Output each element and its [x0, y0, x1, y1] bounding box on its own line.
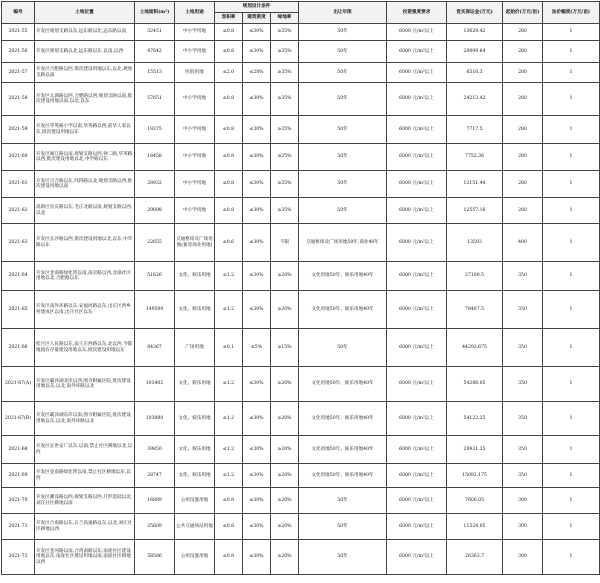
row-density: ≤30%	[243, 41, 271, 63]
table-body	[2, 24, 600, 575]
row-term: 文化用地50年、娱乐用地40年	[299, 367, 387, 402]
row-num: 2021-69	[2, 464, 35, 488]
table-row	[2, 488, 600, 514]
row-increment: 1	[543, 291, 600, 329]
row-use: 交通枢纽及广场用地(兼容商业用地)	[175, 224, 215, 262]
row-density: ≤30%	[243, 402, 271, 436]
row-density: ≤30%	[243, 24, 271, 41]
row-term: 文化用地50年、娱乐用地40年	[299, 436, 387, 464]
row-num: 2021-72	[2, 540, 35, 575]
row-start: 350	[503, 329, 543, 367]
row-start: 300	[503, 540, 543, 575]
row-green: ≥20%	[271, 436, 299, 464]
row-increment: 1	[543, 116, 600, 144]
row-invest: 6000 元/m²以上	[387, 402, 447, 436]
row-num: 2021-71	[2, 514, 35, 540]
table-row	[2, 262, 600, 291]
row-far: ≤1.2	[215, 262, 243, 291]
table-row	[2, 198, 600, 224]
row-start: 280	[503, 63, 543, 83]
row-use: 中小学用地	[175, 83, 215, 116]
header-planning: 规划设计条件	[215, 2, 299, 13]
row-area: 28932	[135, 171, 175, 198]
row-term: 50年	[299, 116, 387, 144]
row-invest: 6000 元/m²以上	[387, 224, 447, 262]
row-location: 高新区宣庆路以东,毛庄北路以南,规划支路以西,以北	[35, 198, 135, 224]
row-location: 开发区长沙路以西,批次建设用地以北,以东,中华路以东	[35, 224, 135, 262]
row-location: 开发区金南路绿化带以南,南京路以西,北部社区用地以北,合肥路以东	[35, 262, 135, 291]
table-row	[2, 291, 600, 329]
row-green: ≥35%	[271, 171, 299, 198]
row-deposit: 6516.3	[447, 63, 503, 83]
table-row	[2, 464, 600, 488]
row-increment: 1	[543, 540, 600, 575]
row-term: 文化用地50年、娱乐用地40年	[299, 402, 387, 436]
row-green: ≥15%	[271, 329, 299, 367]
row-term: 50年	[299, 83, 387, 116]
row-area: 57651	[135, 83, 175, 116]
row-far: ≤0.8	[215, 116, 243, 144]
row-location: 开发区奎河路以南,合湾南路以东,南庞社区建设用地以东,南庞社区建设用地以南,南庞社区耕地以西	[35, 540, 135, 575]
row-increment: 1	[543, 402, 600, 436]
row-green: ≥20%	[271, 262, 299, 291]
row-far: ≤0.8	[215, 514, 243, 540]
row-term: 文化用地50年、娱乐用地40年	[299, 291, 387, 329]
row-green: ≥35%	[271, 41, 299, 63]
row-use: 文化、娱乐用地	[175, 291, 215, 329]
row-invest: 6000 元/m²以上	[387, 488, 447, 514]
row-use: 中小学用地	[175, 198, 215, 224]
row-density: ≤30%	[243, 198, 271, 224]
row-start: 350	[503, 262, 543, 291]
row-far: ≤0.1	[215, 329, 243, 367]
row-num: 2021-58	[2, 83, 35, 116]
table-row	[2, 116, 600, 144]
row-term: 50年	[299, 329, 387, 367]
table-row	[2, 514, 600, 540]
row-use: 文化、娱乐用地	[175, 402, 215, 436]
row-invest: 6000 元/m²以上	[387, 171, 447, 198]
row-deposit: 11524.05	[447, 514, 503, 540]
row-term: 50年	[299, 198, 387, 224]
row-green: ≥20%	[271, 291, 299, 329]
row-deposit: 7600.05	[447, 488, 503, 514]
table-row	[2, 329, 600, 367]
row-far: ≤0.8	[215, 171, 243, 198]
row-deposit: 26363.7	[447, 540, 503, 575]
row-start: 300	[503, 488, 543, 514]
row-invest: 6000 元/m²以上	[387, 367, 447, 402]
row-green: ≥20%	[271, 514, 299, 540]
row-term: 50年	[299, 144, 387, 171]
row-location: 开发区规划支路以东,远东路以北,远东路以南	[35, 24, 135, 41]
row-area: 18375	[135, 116, 175, 144]
row-num: 2021-67(A)	[2, 367, 35, 402]
row-far: ≤0.8	[215, 540, 243, 575]
row-area: 16889	[135, 488, 175, 514]
row-term: 交通枢纽及广场用地50年,商业40年	[299, 224, 387, 262]
row-area: 15513	[135, 63, 175, 83]
row-green: ≥35%	[271, 144, 299, 171]
row-location: 开发区南外环路以东,安福河路以东,出庄区西乡村建成区以南,出庄社区以东	[35, 291, 135, 329]
row-use: 公用设施用地	[175, 540, 215, 575]
row-increment: 1	[543, 198, 600, 224]
header-invest: 投资强度要求	[387, 2, 447, 24]
row-num: 2021-68	[2, 436, 35, 464]
row-increment: 1	[543, 41, 600, 63]
row-deposit: 54122.25	[447, 402, 503, 436]
row-num: 2021-60	[2, 144, 35, 171]
row-increment: 1	[543, 224, 600, 262]
row-area: 149509	[135, 291, 175, 329]
row-area: 39850	[135, 436, 175, 464]
row-invest: 6000 元/m²以上	[387, 436, 447, 464]
row-green: 不限	[271, 224, 299, 262]
row-invest: 6000 元/m²以上	[387, 41, 447, 63]
row-green: ≥20%	[271, 402, 299, 436]
row-far: ≤0.8	[215, 198, 243, 224]
row-invest: 6000 元/m²以上	[387, 514, 447, 540]
row-area: 28747	[135, 464, 175, 488]
row-area: 58586	[135, 540, 175, 575]
row-invest: 6000 元/m²以上	[387, 144, 447, 171]
table-row	[2, 436, 600, 464]
row-density: ≤30%	[243, 224, 271, 262]
row-invest: 6000 元/m²以上	[387, 116, 447, 144]
row-num: 2021-56	[2, 41, 35, 63]
row-term: 50年	[299, 540, 387, 575]
row-start: 300	[503, 514, 543, 540]
row-start: 280	[503, 171, 543, 198]
row-term: 文化用地50年、娱乐用地40年	[299, 262, 387, 291]
header-num: 编号	[2, 2, 35, 24]
row-far: ≤1.2	[215, 402, 243, 436]
row-invest: 6000 元/m²以上	[387, 329, 447, 367]
row-area: 22655	[135, 224, 175, 262]
header-location: 土地位置	[35, 2, 135, 24]
row-start: 280	[503, 83, 543, 116]
row-num: 2021-64	[2, 262, 35, 291]
row-green: ≥20%	[271, 464, 299, 488]
row-density: ≤30%	[243, 144, 271, 171]
row-num: 2021-55	[2, 24, 35, 41]
row-start: 350	[503, 402, 543, 436]
row-far: ≤0.8	[215, 24, 243, 41]
row-green: ≥35%	[271, 198, 299, 224]
row-term: 50年	[299, 488, 387, 514]
row-far: ≤0.8	[215, 41, 243, 63]
row-start: 280	[503, 116, 543, 144]
row-deposit: 12557.16	[447, 198, 503, 224]
row-density: ≤30%	[243, 171, 271, 198]
row-increment: 1	[543, 262, 600, 291]
row-location: 开发区华英路小学以南,华英路以西,前华人家以东,批次建设用地以东	[35, 116, 135, 144]
row-invest: 6000 元/m²以上	[387, 262, 447, 291]
row-increment: 1	[543, 144, 600, 171]
row-invest: 6000 元/m²以上	[387, 83, 447, 116]
row-deposit: 13593	[447, 224, 503, 262]
row-use: 文化、娱乐用地	[175, 367, 215, 402]
row-density: ≤28%	[243, 63, 271, 83]
header-deposit: 竞买保证金(万元)	[447, 2, 503, 24]
row-deposit: 54286.05	[447, 367, 503, 402]
row-num: 2021-62	[2, 198, 35, 224]
row-green: ≥20%	[271, 488, 299, 514]
row-increment: 1	[543, 171, 600, 198]
row-use: 中小学用地	[175, 116, 215, 144]
row-deposit: 24213.42	[447, 83, 503, 116]
row-start: 400	[503, 224, 543, 262]
row-invest: 6000 元/m²以上	[387, 540, 447, 575]
table-row	[2, 540, 600, 575]
row-invest: 6000 元/m²以上	[387, 63, 447, 83]
row-density: ≤30%	[243, 436, 271, 464]
row-area: 29898	[135, 198, 175, 224]
table-row	[2, 144, 600, 171]
row-start: 280	[503, 144, 543, 171]
row-use: 中小学用地	[175, 41, 215, 63]
header-area: 土地面积(m²)	[135, 2, 175, 24]
row-green: ≥20%	[271, 540, 299, 575]
row-deposit: 12151.44	[447, 171, 503, 198]
row-area: 18458	[135, 144, 175, 171]
row-location: 开发区闽江路以南,规划支路以西,钟二路,华英路以西,批次建设用地以北,中学路以东	[35, 144, 135, 171]
row-density: ≤30%	[243, 262, 271, 291]
row-start: 280	[503, 198, 543, 224]
row-area: 103090	[135, 402, 175, 436]
row-num: 2021-57	[2, 63, 35, 83]
row-location: 开发区兴合路以东,纬四路以北,规划支路以西,批次建设用地以南	[35, 171, 135, 198]
row-num: 2021-59	[2, 116, 35, 144]
row-density: ≤5%	[243, 329, 271, 367]
row-term: 50年	[299, 24, 387, 41]
row-area: 51626	[135, 262, 175, 291]
header-density: 建筑密度	[243, 13, 271, 24]
row-use: 中小学用地	[175, 24, 215, 41]
row-far: ≤1.2	[215, 367, 243, 402]
row-num: 2021-65	[2, 291, 35, 329]
row-use: 文化、娱乐用地	[175, 464, 215, 488]
row-use: 中小学用地	[175, 171, 215, 198]
row-green: ≥20%	[271, 367, 299, 402]
row-deposit: 15092.175	[447, 464, 503, 488]
row-density: ≤30%	[243, 291, 271, 329]
row-deposit: 44292.675	[447, 329, 503, 367]
row-increment: 1	[543, 367, 600, 402]
row-density: ≤30%	[243, 116, 271, 144]
row-num: 2021-67(B)	[2, 402, 35, 436]
row-deposit: 78487.5	[447, 291, 503, 329]
row-increment: 1	[543, 83, 600, 116]
row-deposit: 13629.42	[447, 24, 503, 41]
row-location: 桂月区人民路以东,南王庄西路以东,北以西,今都地国有存量建设用地以东,批次建设用地以东	[35, 329, 135, 367]
row-start: 350	[503, 464, 543, 488]
row-far: ≤0.8	[215, 144, 243, 171]
row-density: ≤30%	[243, 514, 271, 540]
row-increment: 1	[543, 63, 600, 83]
row-deposit: 7717.5	[447, 116, 503, 144]
row-density: ≤30%	[243, 464, 271, 488]
row-increment: 1	[543, 329, 600, 367]
row-use: 文化、娱乐用地	[175, 262, 215, 291]
row-location: 开发区太湖路以西,合肥路以西,规划支路以南,批次建设用地以南,以北,以东	[35, 83, 135, 116]
row-increment: 1	[543, 24, 600, 41]
table-row	[2, 402, 600, 436]
table-row	[2, 171, 600, 198]
row-use: 文化、娱乐用地	[175, 436, 215, 464]
row-num: 2021-63	[2, 224, 35, 262]
row-invest: 6000 元/m²以上	[387, 198, 447, 224]
row-term: 50年	[299, 514, 387, 540]
header-use: 土地用途	[175, 2, 215, 24]
row-density: ≤30%	[243, 488, 271, 514]
row-use: 公用设施用地	[175, 488, 215, 514]
row-num: 2021-66	[2, 329, 35, 367]
row-increment: 1	[543, 488, 600, 514]
row-invest: 6000 元/m²以上	[387, 464, 447, 488]
row-location: 开发区长世安厂以东,以南,禁止社区耕地以北,以西	[35, 436, 135, 464]
row-far: ≤0.8	[215, 83, 243, 116]
header-increment: 加价幅度(万元/亩)	[543, 2, 600, 24]
table-row	[2, 24, 600, 41]
row-use: 公共交通场站用地	[175, 514, 215, 540]
row-start: 350	[503, 436, 543, 464]
table-row	[2, 41, 600, 63]
row-area: 84367	[135, 329, 175, 367]
row-location: 开发区霸泽湖东岸以南,围寺附属区院,批次建设用地以东,以北,南外环路以北	[35, 402, 135, 436]
header-green: 绿地率	[271, 13, 299, 24]
table-row	[2, 63, 600, 83]
row-area: 47642	[135, 41, 175, 63]
row-location: 开发区合南路以东,日兰高速路以东,以北,刘庄社区耕地以西	[35, 514, 135, 540]
row-deposit: 20921.25	[447, 436, 503, 464]
row-start: 350	[503, 291, 543, 329]
row-green: ≥35%	[271, 24, 299, 41]
header-far: 容积率	[215, 13, 243, 24]
row-area: 103402	[135, 367, 175, 402]
row-location: 开发区金南路绿化带以南,禁止社区耕地以东,以西	[35, 464, 135, 488]
row-far: ≤1.2	[215, 436, 243, 464]
row-density: ≤30%	[243, 83, 271, 116]
row-far: ≤0.6	[215, 224, 243, 262]
row-invest: 6000 元/m²以上	[387, 24, 447, 41]
row-start: 350	[503, 367, 543, 402]
row-density: ≤30%	[243, 540, 271, 575]
row-start: 280	[503, 24, 543, 41]
row-far: ≤1.2	[215, 291, 243, 329]
row-increment: 1	[543, 514, 600, 540]
row-density: ≤30%	[243, 367, 271, 402]
row-far: ≤0.8	[215, 488, 243, 514]
row-deposit: 20009.64	[447, 41, 503, 63]
row-deposit: 27100.5	[447, 262, 503, 291]
table-row	[2, 367, 600, 402]
table-row	[2, 83, 600, 116]
row-location: 开发区霸泽湖北岸以西,围寺附属区院,批次建设用地以东,以北,南外环路以北	[35, 367, 135, 402]
header-start: 起始价(万元/亩)	[503, 2, 543, 24]
row-area: 32451	[135, 24, 175, 41]
row-use: 医院用地	[175, 63, 215, 83]
row-term: 50年	[299, 41, 387, 63]
row-deposit: 7752.36	[447, 144, 503, 171]
row-num: 2021-61	[2, 171, 35, 198]
row-increment: 1	[543, 464, 600, 488]
row-location: 开发区合肥路以西,批次建设用地以东,以北,规划支路以南	[35, 63, 135, 83]
row-location: 开发区潮泽路以西,规划支路以西,月形造园以北,刘庄社区耕地以南	[35, 488, 135, 514]
table-row	[2, 224, 600, 262]
row-use: 中小学用地	[175, 144, 215, 171]
row-num: 2021-70	[2, 488, 35, 514]
row-green: ≥35%	[271, 63, 299, 83]
row-far: ≤2.0	[215, 63, 243, 83]
row-term: 文化用地50年、娱乐用地40年	[299, 464, 387, 488]
row-term: 50年	[299, 171, 387, 198]
row-green: ≥35%	[271, 83, 299, 116]
row-area: 25609	[135, 514, 175, 540]
row-invest: 6000 元/m²以上	[387, 291, 447, 329]
header-term: 出让年限	[299, 2, 387, 24]
row-use: 广场用地	[175, 329, 215, 367]
land-auction-table	[1, 1, 600, 575]
row-far: ≤1.2	[215, 464, 243, 488]
row-start: 280	[503, 41, 543, 63]
row-term: 50年	[299, 63, 387, 83]
row-increment: 1	[543, 436, 600, 464]
row-green: ≥35%	[271, 116, 299, 144]
row-location: 开发区规划支路以北,远东路以东,以南,以西	[35, 41, 135, 63]
